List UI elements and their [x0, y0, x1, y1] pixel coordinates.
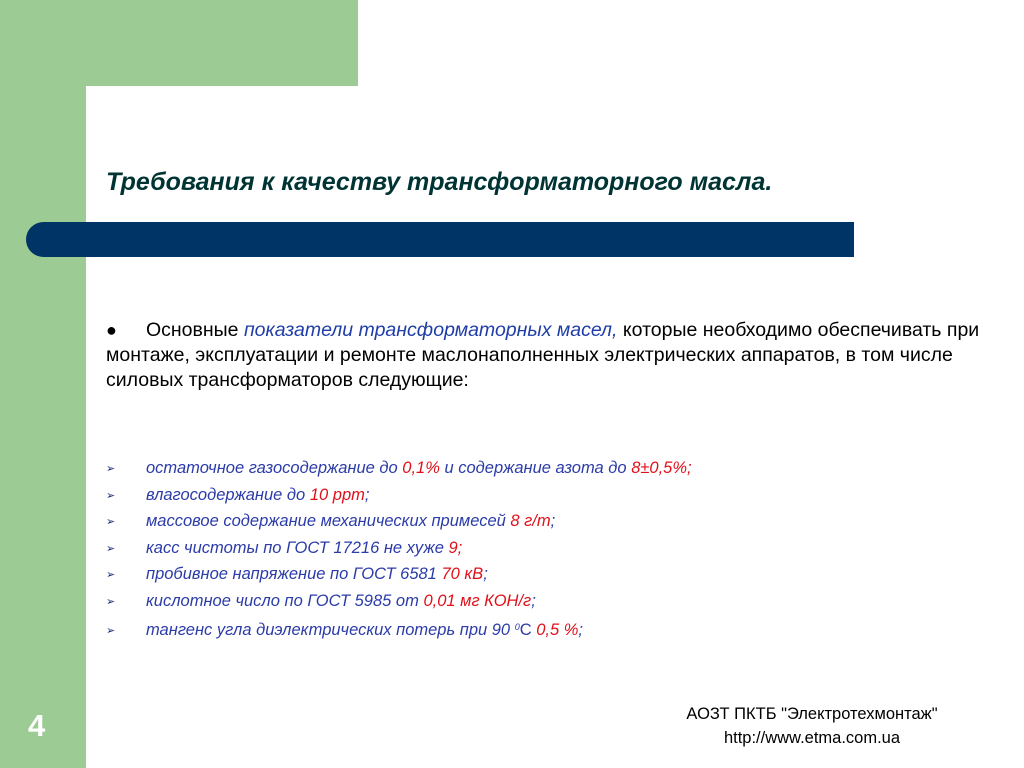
- arrow-bullet-icon: ➢: [106, 463, 116, 475]
- celsius-unit: С: [519, 621, 532, 639]
- degree-superscript: 0: [514, 622, 520, 632]
- arrow-bullet-icon: ➢: [106, 489, 116, 502]
- intro-paragraph: [106, 318, 986, 393]
- left-decor-band: [0, 0, 86, 768]
- requirement-item-impurities: ➢ массовое содержание механических примесей 8 г/т;: [106, 508, 986, 535]
- bullet-icon: ●: [106, 320, 117, 340]
- requirement-value: 8±0,5%;: [631, 459, 692, 477]
- intro-emphasis: показатели трансформаторных масел,: [243, 319, 618, 341]
- arrow-bullet-icon: ➢: [106, 569, 116, 581]
- requirement-item-moisture: ➢ влагосодержание до 10 ppm;: [106, 482, 986, 509]
- requirement-value: 0,01 мг КОН/г: [423, 591, 532, 610]
- arrow-bullet-icon: ➢: [106, 542, 116, 555]
- arrow-bullet-icon: ➢: [106, 516, 116, 528]
- requirement-value: 0,5 %: [531, 621, 579, 639]
- requirements-list: [106, 455, 986, 641]
- requirement-value: 0,1%: [402, 459, 440, 477]
- slide-title: Требования к качеству трансформаторного масла.: [106, 168, 773, 196]
- arrow-bullet-icon: ➢: [106, 625, 116, 637]
- requirement-item-acid-number: ➢ кислотное число по ГОСТ 5985 от 0,01 мг КОН/г;: [106, 588, 986, 615]
- intro-text-end: которые необходимо обеспечивать при монтаже, эксплуатации и ремонте маслонаполненных электрических аппаратов, в том числе силовых трансформаторов следующие:: [106, 319, 980, 391]
- requirement-value: 10 ppm: [309, 485, 365, 504]
- page-number: 4: [28, 708, 46, 743]
- footer-url: http://www.etma.com.ua: [723, 729, 901, 747]
- requirement-value: 9;: [448, 538, 463, 557]
- requirement-item-purity-class: ➢ касс чистоты по ГОСТ 17216 не хуже 9;: [106, 535, 986, 562]
- requirement-item-breakdown-voltage: ➢ пробивное напряжение по ГОСТ 6581 70 кВ;: [106, 561, 986, 588]
- arrow-bullet-icon: ➢: [106, 595, 116, 608]
- footer-company: АОЗТ ПКТБ "Электротехмонтаж": [686, 705, 938, 723]
- requirement-item-gas: ➢ остаточное газосодержание до 0,1% и содержание азота до 8±0,5%;: [106, 455, 986, 482]
- requirement-value: 70 кВ: [441, 565, 484, 583]
- content-corner: [86, 86, 146, 146]
- title-underline-bar: [26, 222, 854, 257]
- requirement-item-loss-tangent: ➢ тангенс угла диэлектрических потерь при 90 $^0$С 0,5 %;: [106, 614, 986, 641]
- top-decor-band: [86, 0, 358, 86]
- footer: [600, 702, 1024, 750]
- intro-text-start: Основные: [146, 319, 244, 341]
- requirement-value: 8 г/т: [510, 512, 551, 530]
